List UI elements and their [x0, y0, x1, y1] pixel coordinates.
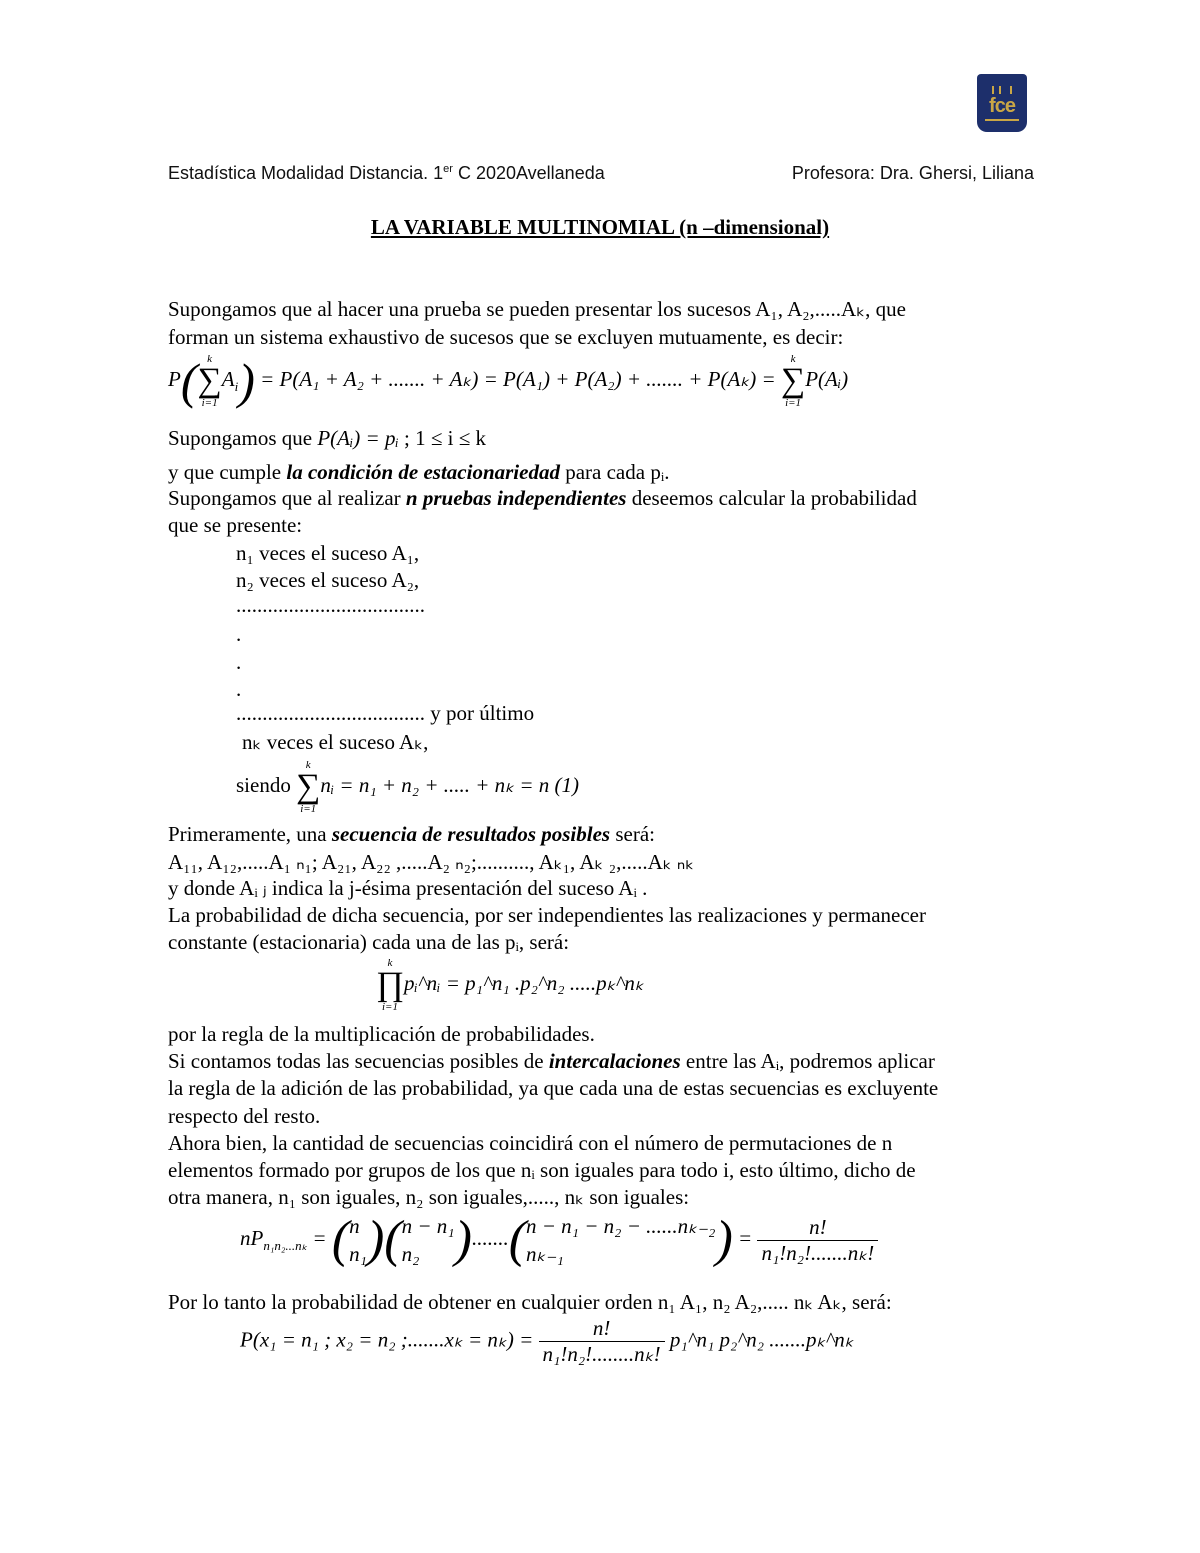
perm-lhs: nP	[240, 1225, 264, 1250]
siendo-body: nᵢ = n₁ + n₂ + ..... + nₖ = n (1)	[320, 772, 580, 797]
sum-var-sub: i	[234, 379, 239, 394]
header-course-sup: er	[443, 163, 453, 175]
suppose-post: ; 1 ≤ i ≤ k	[398, 426, 487, 450]
list-dot-1: .	[236, 622, 242, 646]
secuencia-list: A₁₁, A₁₂,.....A₁ ₙ₁; A₂₁, A₂₂ ,.....A₂ ₙ₂;.........., Aₖ₁, Aₖ ₂,.....Aₖ ₙₖ	[168, 850, 695, 874]
prob-seq-line-2: constante (estacionaria) cada una de las pᵢ, será:	[168, 930, 570, 954]
mult-l2-emphasis: intercalaciones	[548, 1049, 681, 1073]
perm-numerator: n!	[757, 1215, 878, 1241]
final-lhs: P(x₁ = n₁ ; x₂ = n₂ ;.......xₖ = nₖ) =	[240, 1327, 534, 1352]
sum-upper: k	[207, 353, 213, 365]
secuencia-line	[168, 822, 655, 847]
prob-seq-line-1: La probabilidad de dicha secuencia, por ser independientes las realizaciones y permanecer	[168, 903, 926, 927]
perm-fraction	[757, 1215, 878, 1266]
mult-line-3: la regla de la adición de las probabilidad, ya que cada una de estas secuencias es excluyente	[168, 1076, 939, 1100]
binom-2-bottom: n₂	[401, 1242, 420, 1266]
eq1-middle: = P(A₁ + A₂ + ....... + Aₖ) = P(A₁) + P(A₂) + ....... + P(Aₖ) =	[254, 366, 781, 391]
prod-lower: i=1	[382, 1001, 398, 1013]
secuencia-emphasis: secuencia de resultados posibles	[331, 822, 611, 846]
intro-line-1: Supongamos que al hacer una prueba se pueden presentar los sucesos A₁, A₂,.....Aₖ, que	[168, 297, 906, 321]
mult-line-1: por la regla de la multiplicación de probabilidades.	[168, 1022, 595, 1046]
final-numerator: n!	[539, 1316, 665, 1342]
fce-logo	[977, 74, 1027, 132]
header-course-text: Estadística Modalidad Distancia. 1	[168, 163, 444, 183]
sum2-lower: i=1	[785, 397, 802, 409]
eq1-rhs: P(Aᵢ)	[805, 366, 849, 391]
final-line: Por lo tanto la probabilidad de obtener en cualquier orden n₁ A₁, n₂ A₂,..... nₖ Aₖ, será:	[168, 1290, 892, 1314]
binom-3-bottom: nₖ₋₁	[526, 1242, 564, 1266]
siendo-upper: k	[305, 759, 311, 771]
binom-3: ( n − n₁ − n₂ − ......nₖ₋₂ nₖ₋₁ )	[508, 1211, 733, 1268]
list-item-2: n₂ veces el suceso A₂,	[236, 568, 420, 592]
binom-1: ( n n₁ )	[331, 1211, 385, 1268]
cond-emphasis: la condición de estacionariedad	[286, 460, 560, 484]
suppose-pre: Supongamos que	[168, 426, 318, 450]
siendo-lower: i=1	[300, 803, 317, 815]
sum2-upper: k	[790, 353, 796, 365]
binom-1-bottom: n₁	[349, 1242, 367, 1266]
equation-permutations: $nP_{n_1n_2...n_k}$ = ( n n₁ )( n − n₁ n₂ ).......( n − n₁ − n₂ − ......nₖ₋₂ nₖ₋₁ ) = $\frac{n!}{\text{n₁!n₂!.......nₖ!}}$	[240, 1212, 878, 1268]
final-denominator: n₁!n₂!........nₖ!	[542, 1342, 661, 1366]
npruebas-post: deseemos calcular la probabilidad	[626, 486, 917, 510]
header-course-place: C 2020Avellaneda	[452, 163, 605, 183]
binom-2-top: n − n₁	[401, 1214, 455, 1238]
equation-siendo: siendo k ∑ i=1 nᵢ = n₁ + n₂ + ..... + nₖ = n (1)	[236, 759, 580, 815]
suppose-line	[168, 426, 486, 451]
list-dots-last: .................................... y por último	[236, 701, 535, 725]
list-item-1: n₁ veces el suceso A₁,	[236, 541, 420, 565]
list-dots: ....................................	[236, 593, 425, 617]
header-course	[168, 163, 605, 184]
sum-lower: i=1	[201, 397, 218, 409]
equation-sum-probability: P( k ∑ i=1 $A_i) = P(A_1 + A_2$ + ....... + Aₖ) = P(A₁) + P(A₂) + ....... + P(Aₖ) = k ∑ i=1 P(Aᵢ)	[168, 353, 849, 409]
document-header	[168, 163, 1034, 187]
equation-multinomial	[240, 1316, 854, 1367]
npruebas-line	[168, 486, 917, 511]
suppose-expr: P(Aᵢ) = pᵢ	[317, 426, 399, 450]
logo-text: fce	[989, 94, 1015, 117]
cond-pre: y que cumple	[168, 460, 287, 484]
list-dot-2: .	[236, 650, 242, 674]
secuencia-post: será:	[610, 822, 656, 846]
logo-line	[985, 119, 1019, 121]
mult-line-6: elementos formado por grupos de los que nᵢ son iguales para todo i, esto último, dicho de	[168, 1158, 916, 1182]
header-professor: Profesora: Dra. Ghersi, Liliana	[791, 163, 1034, 183]
perm-denominator: n₁!n₂!.......nₖ!	[761, 1240, 875, 1265]
npruebas-emphasis: n pruebas independientes	[405, 486, 627, 510]
npruebas-pre: Supongamos que al realizar	[168, 486, 406, 510]
equation-product: k ∏ i=1 pᵢ^nᵢ = p₁^n₁ .p₂^n₂ .....pₖ^nₖ	[376, 957, 644, 1013]
prod-upper: k	[387, 957, 393, 969]
npruebas-line-2: que se presente:	[168, 513, 303, 537]
mult-l2-pre: Si contamos todas las secuencias posibles de	[168, 1049, 549, 1073]
binom-2: ( n − n₁ n₂ )	[384, 1211, 472, 1268]
sum-var: A	[221, 366, 235, 391]
mult-line-7: otra manera, n₁ son iguales, n₂ son iguales,....., nₖ son iguales:	[168, 1185, 690, 1209]
mult-l2-post: entre las Aᵢ, podremos aplicar	[680, 1049, 935, 1073]
list-item-k: nₖ veces el suceso Aₖ,	[242, 730, 429, 754]
binom-1-top: n	[349, 1214, 360, 1238]
perm-lhs-sub: n₁n₂...nₖ	[263, 1238, 308, 1253]
mult-line-4: respecto del resto.	[168, 1104, 321, 1128]
secuencia-donde: y donde Aᵢ ⱼ indica la j-ésima presentación del suceso Aᵢ .	[168, 876, 648, 900]
prod-body: pᵢ^nᵢ = p₁^n₁ .p₂^n₂ .....pₖ^nₖ	[404, 970, 644, 995]
perm-dots: .......	[471, 1225, 509, 1250]
page-title: LA VARIABLE MULTINOMIAL (n –dimensional)	[370, 215, 830, 239]
condition-line	[168, 460, 670, 485]
secuencia-pre: Primeramente, una	[168, 822, 332, 846]
columns-icon	[992, 86, 1012, 94]
intro-line-2: forman un sistema exhaustivo de sucesos que se excluyen mutuamente, es decir:	[168, 325, 844, 349]
cond-post: para cada pᵢ.	[559, 460, 670, 484]
binom-3-top: n − n₁ − n₂ − ......nₖ₋₂	[526, 1214, 716, 1238]
final-rhs: p₁^n₁ p₂^n₂ .......pₖ^nₖ	[669, 1327, 854, 1352]
final-fraction	[539, 1316, 665, 1367]
list-dot-3: .	[236, 677, 242, 701]
mult-line-2	[168, 1049, 935, 1074]
mult-line-5: Ahora bien, la cantidad de secuencias coincidirá con el número de permutaciones de n	[168, 1131, 893, 1155]
siendo-pre: siendo	[236, 772, 297, 797]
